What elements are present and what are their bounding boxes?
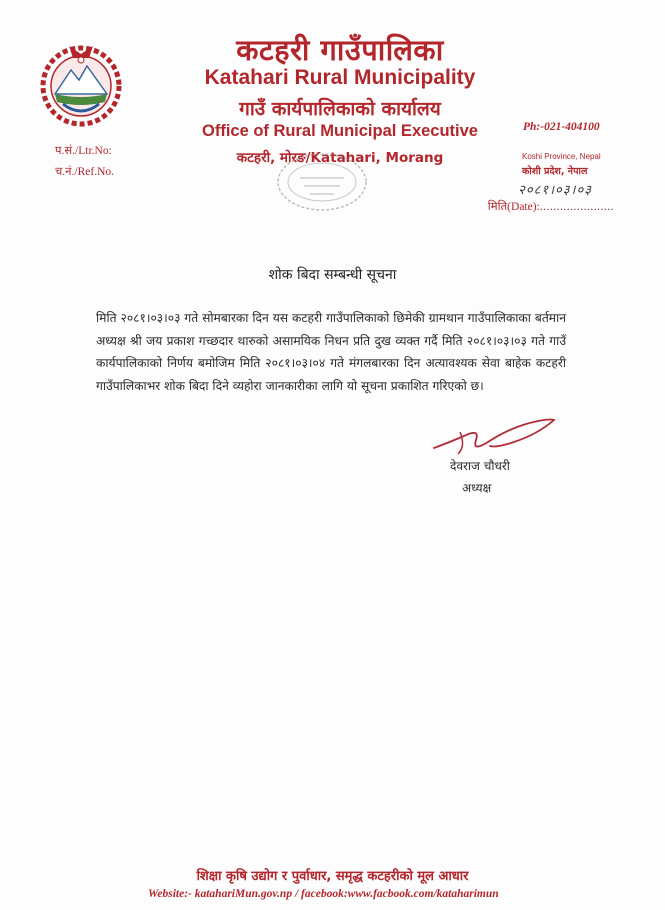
notice-subject: शोक बिदा सम्बन्धी सूचना bbox=[268, 267, 397, 283]
footer-cut-text bbox=[150, 904, 530, 910]
date-block bbox=[454, 180, 614, 214]
date-dots: ...................... bbox=[539, 201, 614, 213]
reference-number-label: च.नं./Ref.No. bbox=[55, 166, 115, 178]
nepal-emblem-icon bbox=[33, 38, 129, 128]
province-english: Koshi Province, Nepal bbox=[522, 152, 601, 161]
notice-body: मिति २०८१।०३।०३ गते सोमबारका दिन यस कटहरी गाउँपालिकाको छिमेकी ग्रामथान गाउँपालिकाका बर्तमान अध्यक्ष श्री जय प्रकाश गच्छदार थारुको असामयिक निधन प्रति दुख व्यक्त गर्दै मिति २०८१।०३।०३ गते गाउँ कार्यपालिकाको निर्णय बमोजिम मिति २०८१।०३।०४ गते मंगलबारका दिन अत्यावश्यक सेवा बाहेक कटहरी गाउँपालिकाभर शोक बिदा दिने व्यहोरा जानकारीका लागि यो सूचना प्रकाशित गरिएको छ। bbox=[96, 311, 566, 393]
date-line bbox=[454, 199, 614, 214]
municipality-title-nepali: कटहरी गाउँपालिका bbox=[236, 33, 444, 67]
municipality-title-english: Katahari Rural Municipality bbox=[204, 66, 476, 89]
signature-icon bbox=[430, 412, 560, 462]
date-label: मिति(Date): bbox=[487, 201, 540, 213]
letter-number-label: प.सं./Ltr.No: bbox=[55, 145, 112, 157]
office-stamp-icon bbox=[270, 148, 370, 216]
office-title-english: Office of Rural Municipal Executive bbox=[202, 122, 478, 140]
phone-number: Ph:-021-404100 bbox=[523, 121, 600, 133]
province-nepali: कोशी प्रदेश, नेपाल bbox=[522, 166, 588, 177]
signatory-name: देवराज चौधरी bbox=[450, 459, 510, 473]
signatory-title: अध्यक्ष bbox=[462, 481, 492, 495]
footer-website: Website:- katahariMun.gov.np / facebook:www.facbook.com/kataharimun bbox=[148, 888, 499, 900]
office-title-nepali: गाउँ कार्यपालिकाको कार्यालय bbox=[239, 98, 441, 120]
handwritten-date: २०८१।०३।०३ bbox=[518, 183, 592, 198]
footer-slogan: शिक्षा कृषि उद्योग र पुर्वाधार, समृद्ध कटहरीको मूल आधार bbox=[196, 869, 469, 884]
office-address: कटहरी, मोरङ/Katahari, Morang bbox=[236, 150, 444, 166]
